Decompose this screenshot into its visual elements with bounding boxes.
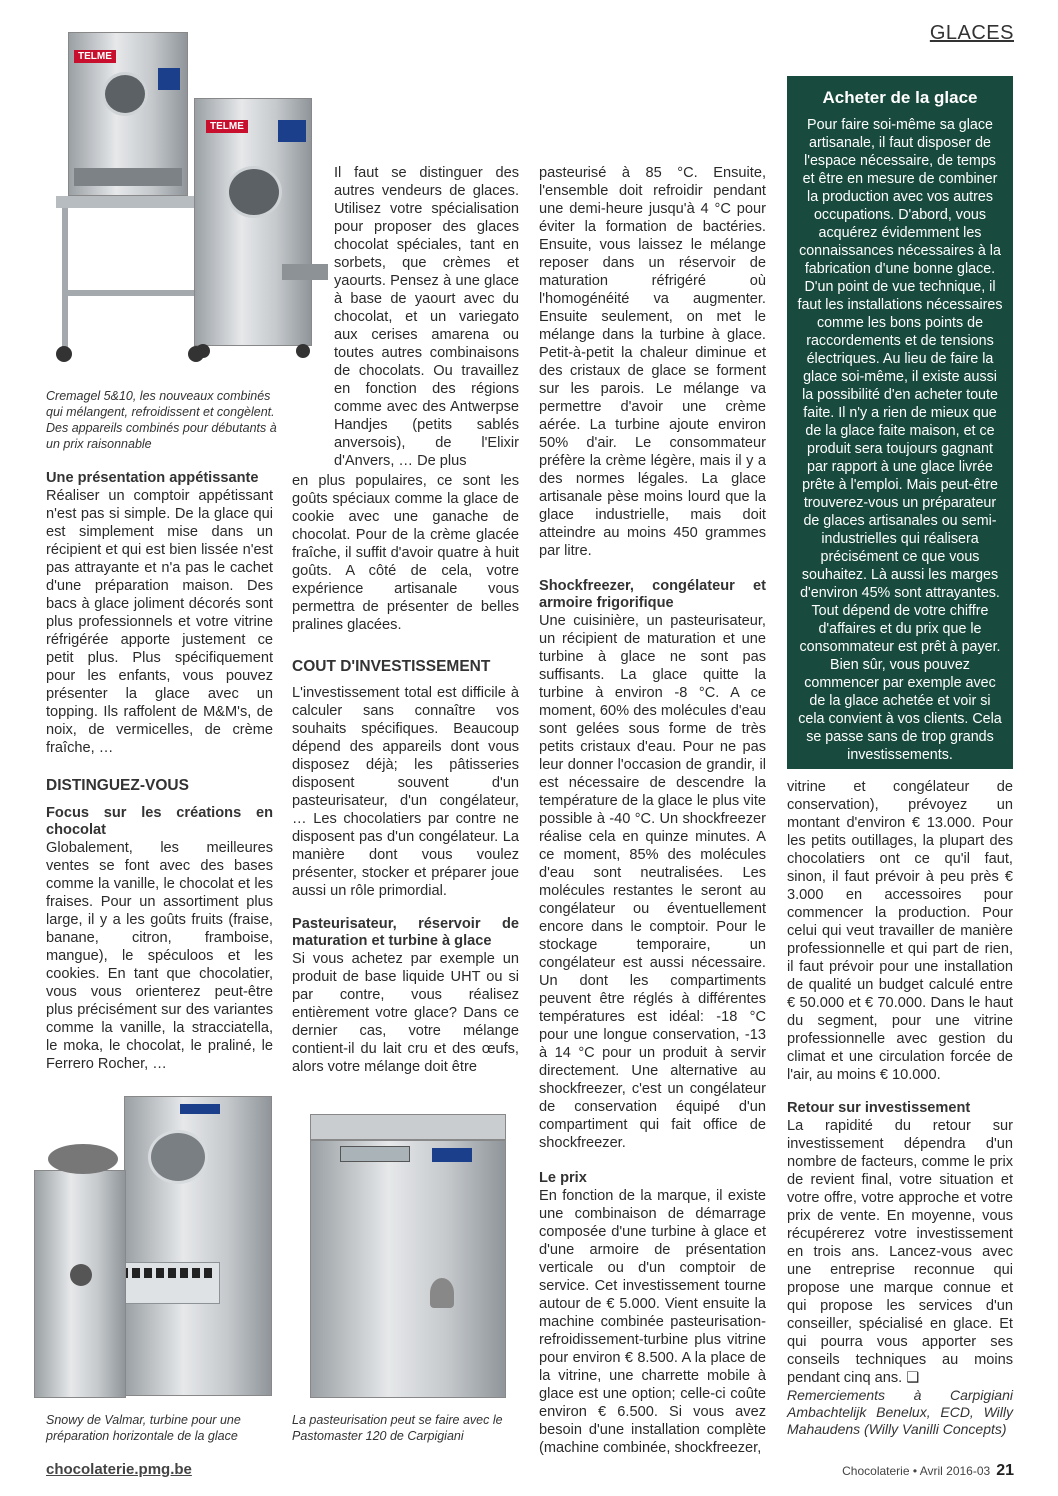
column-2 [292, 472, 519, 1076]
paragraph: vitrine et congélateur de conservation), prévoyez un montant d'environ € 13.000. Pour les petits outillages, la plupart des chocolatiers ont ce qu'il faut, sinon, il faut prévoir à peu près € 3.000 en accessoires pour commencer la production. Pour celui qui veut travailler de manière professionnelle et qui part de rien, il faut prévoir pour une installation de qualité un budget calculé entre € 50.000 et € 70.000. Dans le haut du segment, pour une vitrine professionnelle avec gestion du climat et une circulation forcée de l'air, au moins € 10.000. [787, 779, 1013, 1083]
column-3 [539, 164, 766, 1457]
caption-bottom-mid: La pasteurisation peut se faire avec le Pastomaster 120 de Carpigiani [292, 1413, 503, 1443]
paragraph: Si vous achetez par exemple un produit de base liquide UHT ou si par contre, vous réalisez entièrement votre glace? Dans ce dernier cas, votre mélange contient-il du lait cru et des œufs, alors votre mélange doit être [292, 951, 519, 1075]
column-2-top [334, 164, 519, 470]
heading-focus: Focus sur les créations en chocolat [46, 805, 273, 838]
paragraph: En fonction de la marque, il existe une combinaison de démarrage composée d'une turbine à glace et d'une armoire de présentation verticale ou d'un comptoir de service. Cet investissement tourne autour de € 5.000. Vient ensuite la machine combinée pasteurisation-refroidissement-turbine plus vitrine pour environ € 8.500. A la place de la vitrine, une charrette mobile à glace est une option; celle-ci coûte environ € 6.500. Si vous avez besoin d'une installation complète (machine combinée, shockfreezer, [539, 1188, 766, 1456]
paragraph: en plus populaires, ce sont les goûts spéciaux comme la glace de cookie avec une ganache de chocolat. Pour de la crème glacée fraîche, il suffit d'avoir quatre à huit goûts. A côté de cela, votre expérience artisanale vous permettra de présenter de belles pralines glacées. [292, 473, 519, 633]
caption-top: Cremagel 5&10, les nouveaux combinés qui mélangent, refroidissent et congèlent. Des appareils combinés pour débutants à un prix raisonnable [46, 389, 277, 451]
column-4 [787, 778, 1013, 1438]
paragraph: La rapidité du retour sur investissement dépendra d'un nombre de facteurs, comme le prix de revient final, votre situation et votre offre, votre approche et votre prix de vente. En moyenne, vous récupérerez votre investissement en trois ans. Lancez-vous avec une entreprise reconnue qui propose une marque connue et qui propose les services d'un conseiller, spécialisé en glace. Et qui pourra vous apporter ses conseils techniques au moins pendant cinq ans. ❑ [787, 1118, 1013, 1386]
paragraph: Réaliser un comptoir appétissant n'est pas si simple. De la glace qui est simplement mise dans un récipient et qui est bien lissée n'est pas attrayante et n'a pas le cachet d'une préparation maison. Des bacs à glace joliment décorés sont plus professionnels et votre vitrine réfrigérée apporte justement ce petit plus. Plus spécifiquement pour les enfants, vous pouvez présenter la glace avec un topping. Ils raffolent de M&M's, de noix, de vermicelles, de crème fraîche, … [46, 488, 273, 756]
footer-issue [842, 1462, 1014, 1480]
heading-presentation: Une présentation appétissante [46, 470, 259, 486]
heading-pasteurisateur: Pasteurisateur, réservoir de maturation et turbine à glace [292, 916, 519, 949]
issue-label: Chocolaterie • Avril 2016-03 [842, 1464, 991, 1478]
paragraph: Globalement, les meilleures ventes se font avec des bases comme la vanille, le chocolat et les fraises. Pour un assortiment plus large, il y a les goûts fruits (fraise, banane, citron, framboise, mangue), le spéculoos et les cookies. En tant que chocolatier, vous vous orienterez peut-être plus précisément sur des variantes comme la vanille, la stracciatella, le moka, le chocolat, le praliné, le Ferrero Rocher, … [46, 840, 273, 1072]
section-label: GLACES [929, 22, 1014, 44]
caption-bottom-left: Snowy de Valmar, turbine pour une préparation horizontale de la glace [46, 1413, 241, 1443]
sidebar-title: Acheter de la glace [822, 88, 978, 107]
heading-prix: Le prix [539, 1170, 587, 1186]
heading-distinguez: DISTINGUEZ-VOUS [46, 777, 189, 794]
sidebar-text: Pour faire soi-même sa glace artisanale, il faut disposer de l'espace nécessaire, de temps et être en mesure de combiner la production avec vos autres occupations. D'abord, vous acquérez évidemment les connaissances nécessaires à la fabrication d'une bonne glace. D'un point de vue technique, il faut les installations nécessaires comme les bons points de raccordements et de tensions électriques. Au lieu de faire la glace soi-même, il existe aussi la possibilité d'en acheter toute faite. Il n'y a rien de mieux que de la glace faite maison, et ce produit sera toujours gagnant par rapport à une glace livrée prête à l'emploi. Mais peut-être trouverez-vous un préparateur de glaces artisanales ou semi-industrielles qui réalisera précisément ce que vous souhaitez. Là aussi les marges d'environ 45% sont attrayantes. Tout dépend de votre chiffre d'affaires et du prix que le consommateur est prêt à payer. Bien sûr, vous pouvez commencer par exemple avec de la glace achetée et voir si cela convient à vos clients. Cela se passe sans de trop grands investissements. [797, 117, 1003, 763]
brand-label: TELME [206, 120, 248, 133]
heading-cout: COUT D'INVESTISSEMENT [292, 658, 491, 675]
footer-website-link[interactable]: chocolaterie.pmg.be [46, 1461, 192, 1478]
paragraph: Il faut se distinguer des autres vendeurs de glaces. Utilisez votre spécialisation pour proposer des glaces chocolat spéciales, tant en sorbets, que crèmes et yaourts. Pensez à une glace à base de yaourt avec du chocolat, et un variegato aux cerises amarena ou toutes autres combinaisons de chocolats. Ou travaillez en fonction des régions comme avec des Antwerpse Handjes (petits sablés anversois), de l'Elixir d'Anvers, … De plus [334, 165, 519, 469]
pastomaster-photo [300, 1112, 518, 1412]
credits: Remerciements à Carpigiani Ambachtelijk Benelux, ECD, Willy Mahaudens (Willy Vanilli Concepts) [787, 1387, 1013, 1437]
paragraph: Une cuisinière, un pasteurisateur, un récipient de maturation et une turbine à glace ne sont pas suffisants. La glace quitte la turbine à environ -8 °C. A ce moment, 60% des molécules d'eau sont gelées sous forme de très petits cristaux d'eau. Pour ne pas leur donner l'occasion de grandir, il est nécessaire de descendre la température de la glace le plus vite possible à -40 °C. Un shockfreezer réalise cela en quinze minutes. A ce moment, 85% des molécules d'eau sont neutralisées. Les molécules restantes le seront au congélateur ou éventuellement encore dans le comptoir. Pour le stockage temporaire, un congélateur est aussi nécessaire. Un dont les compartiments peuvent être réglés à différentes températures est idéal: -18 °C pour une longue conservation, -13 à 14 °C pour un produit à servir directement. Une alternative au shockfreezer, c'est un congélateur de conservation équipé d'un compartiment qui fait office de shockfreezer. [539, 613, 766, 1151]
heading-retour: Retour sur investissement [787, 1100, 971, 1116]
cremagel-photo [46, 28, 326, 380]
snowy-photo [30, 1094, 275, 1406]
paragraph: L'investissement total est difficile à calculer sans connaître vos souhaits spécifiques. Beaucoup dépend des appareils dont vous disposez déjà; les pâtisseries disposent souvent d'un pasteurisateur, d'un congélateur, … Les chocolatiers par contre ne disposent pas d'un congélateur. La manière dont vous voulez présenter, stocker et préparer joue aussi un rôle primordial. [292, 685, 519, 899]
paragraph: pasteurisé à 85 °C. Ensuite, l'ensemble doit refroidir pendant une demi-heure jusqu'à 4 °C pour éviter la formation de bactéries. Ensuite, vous laissez le mélange reposer dans un réservoir de maturation réfrigéré où l'homogénéité va augmenter. Ensuite seulement, on met le mélange dans la turbine à glace. Petit-à-petit la chaleur diminue et des cristaux de glace se forment sur les parois. Le mélange va permettre d'avoir une crème aérée. La turbine ajoute environ 50% d'air. Le consommateur préfère la crème légère, mais il y a des normes légales. La glace artisanale pèse moins lourd que la glace industrielle, mais doit atteindre au moins 450 grammes par litre. [539, 165, 766, 559]
column-1 [46, 470, 273, 1073]
heading-shockfreezer: Shockfreezer, congélateur et armoire frigorifique [539, 578, 766, 611]
sidebar-box [787, 76, 1013, 769]
brand-label: TELME [74, 50, 116, 63]
page-number: 21 [996, 1462, 1014, 1479]
